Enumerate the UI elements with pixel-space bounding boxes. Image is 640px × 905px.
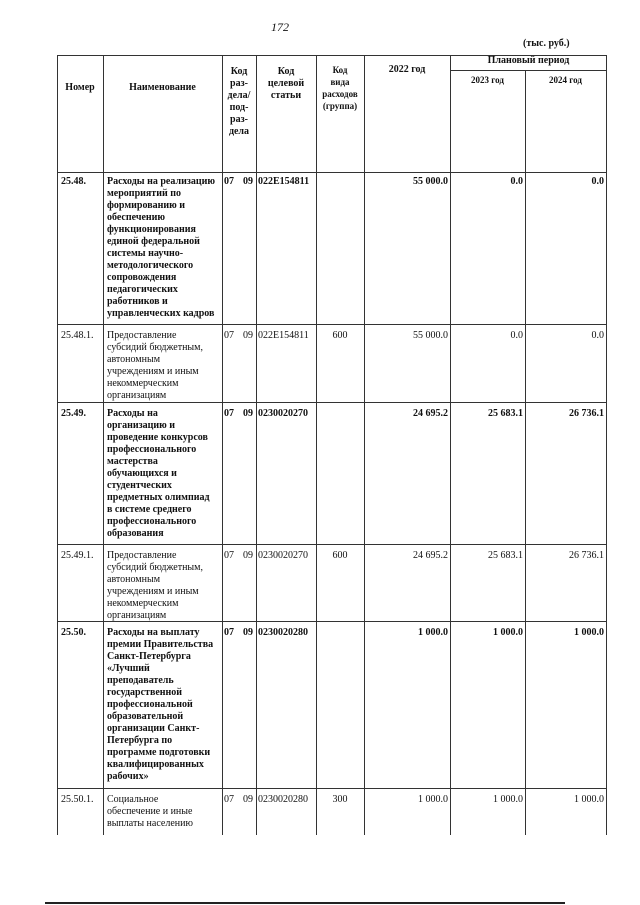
row-name: Расходы на выплату премии Правительства Санкт-Петербурга «Лучший преподаватель государственной профессиональной образовательной организации Санкт- Петербурга по программе подготовки квалифицированных рабочих» (107, 627, 214, 782)
row-target: 022Е154811 (258, 176, 310, 187)
row-2022: 55 000.0 (413, 330, 448, 341)
header-2023: 2023 год (471, 75, 504, 85)
row-number: 25.50.1. (61, 794, 94, 805)
row-section: 07 (224, 176, 234, 187)
row-2023: 0.0 (510, 330, 523, 341)
row-target: 0230020270 (258, 550, 308, 561)
row-name: Социальное обеспечение и иные выплаты населению (107, 794, 193, 829)
row-group: 600 (332, 330, 348, 341)
row-2022: 1 000.0 (418, 627, 448, 638)
row-target: 022Е154811 (258, 330, 309, 341)
row-number: 25.50. (61, 627, 86, 638)
row-number: 25.48.1. (61, 330, 94, 341)
row-number: 25.49. (61, 408, 86, 419)
row-2023: 1 000.0 (493, 627, 523, 638)
row-group: 300 (332, 794, 348, 805)
row-name: Расходы на реализацию мероприятий по формированию и обеспечению функционирования единой федеральной системы научно- методологического сопровождения педагогических работников и управленческих кадров (107, 176, 216, 319)
row-rule-3 (57, 544, 607, 545)
header-section: Код раз- дела/ под- раз- дела (227, 66, 251, 137)
bottom-rule (45, 902, 565, 904)
plan-period-rule (450, 70, 607, 71)
header-expense: Код вида расходов (группа) (322, 65, 358, 111)
row-2023: 1 000.0 (493, 794, 523, 805)
row-2024: 1 000.0 (574, 794, 604, 805)
header-target: Код целевой статьи (267, 66, 305, 101)
row-target: 0230020270 (258, 408, 308, 419)
row-2022: 24 695.2 (413, 408, 448, 419)
row-group: 600 (332, 550, 348, 561)
row-2022: 55 000.0 (413, 176, 448, 187)
row-number: 25.48. (61, 176, 86, 187)
row-number: 25.49.1. (61, 550, 94, 561)
row-2022: 24 695.2 (413, 550, 448, 561)
row-section: 07 (224, 408, 234, 419)
row-section: 07 (224, 550, 234, 561)
row-subsection: 09 (243, 627, 253, 638)
row-2024: 1 000.0 (574, 627, 604, 638)
row-rule-2 (57, 402, 607, 403)
units-label: (тыс. руб.) (523, 38, 570, 49)
header-2022: 2022 год (388, 64, 426, 75)
row-2024: 26 736.1 (569, 550, 604, 561)
header-plan-period: Плановый период (487, 55, 570, 66)
row-rule-1 (57, 324, 607, 325)
header-number: Номер (65, 82, 95, 93)
row-name: Расходы на организацию и проведение конкурсов профессионального мастерства обучающихся и студентческих предметных олимпиад в системе среднего профессионального образования (107, 408, 210, 539)
row-2024: 0.0 (591, 330, 604, 341)
col-line-5 (364, 55, 365, 835)
page-number: 172 (271, 20, 289, 34)
row-subsection: 09 (243, 550, 253, 561)
col-line-0 (57, 55, 58, 835)
row-target: 0230020280 (258, 794, 308, 805)
row-name: Предоставление субсидий бюджетным, автономным учреждениям и иным некоммерческим организациям (107, 550, 203, 621)
row-section: 07 (224, 794, 234, 805)
row-section: 07 (224, 330, 234, 341)
col-line-4 (316, 55, 317, 835)
row-subsection: 09 (243, 408, 253, 419)
row-2023: 0.0 (510, 176, 523, 187)
row-subsection: 09 (243, 176, 253, 187)
col-line-1 (103, 55, 104, 835)
col-line-8 (606, 55, 607, 835)
row-subsection: 09 (243, 330, 253, 341)
row-2024: 0.0 (591, 176, 604, 187)
header-name: Наименование (129, 82, 196, 93)
row-2022: 1 000.0 (418, 794, 448, 805)
col-line-3 (256, 55, 257, 835)
row-target: 0230020280 (258, 627, 308, 638)
row-name: Предоставление субсидий бюджетным, автономным учреждениям и иным некоммерческим организациям (107, 330, 203, 401)
row-2023: 25 683.1 (488, 408, 523, 419)
row-rule-5 (57, 788, 607, 789)
col-line-6 (450, 55, 451, 835)
row-subsection: 09 (243, 794, 253, 805)
row-2024: 26 736.1 (569, 408, 604, 419)
header-2024: 2024 год (549, 75, 582, 85)
row-2023: 25 683.1 (488, 550, 523, 561)
row-section: 07 (224, 627, 234, 638)
